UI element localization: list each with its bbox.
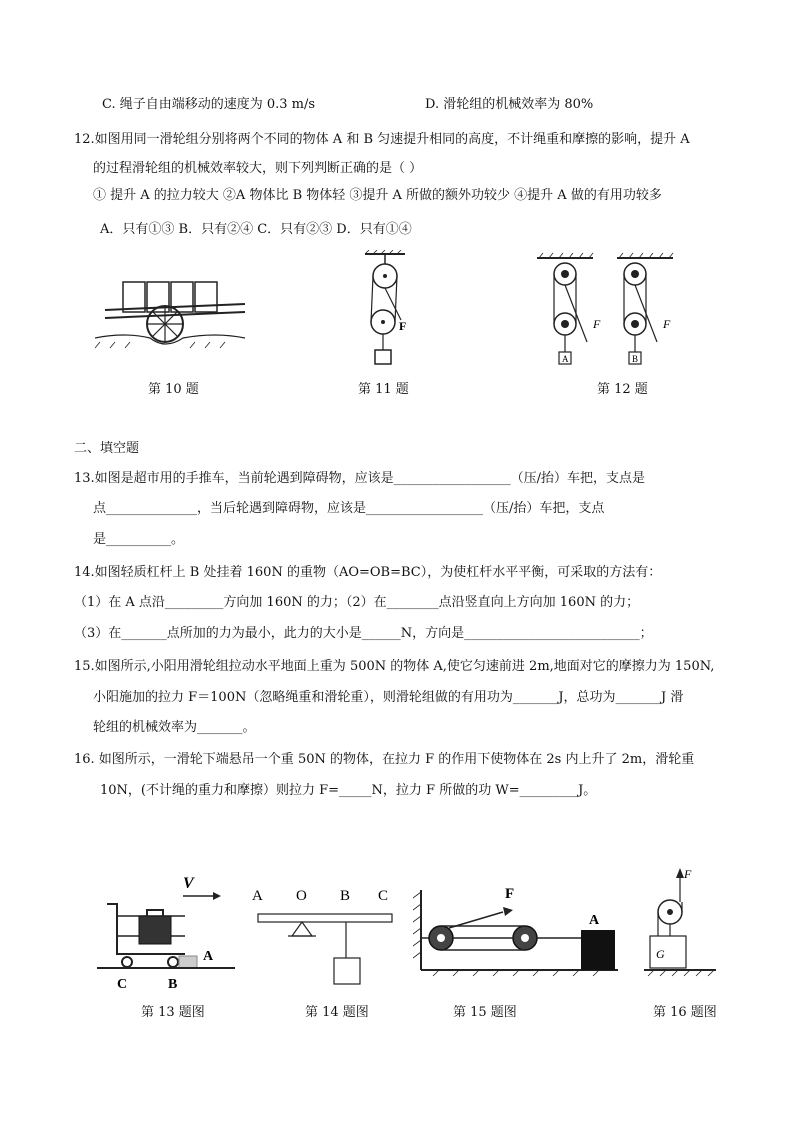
caption-q16: 第 16 题图	[653, 1005, 717, 1020]
figure-12-pulley-systems	[535, 252, 685, 372]
q12-line4: A．只有①③ B．只有②④ C．只有②③ D．只有①④	[100, 222, 412, 237]
figure-15-block-a: A	[589, 913, 600, 928]
figure-12-force-label-left: F	[593, 317, 601, 331]
q16-line1: 16. 如图所示，一滑轮下端悬吊一个重 50N 的物体，在拉力 F 的作用下使物体在 2s 内上升了 2m，滑轮重	[74, 752, 695, 767]
q11-option-d: D. 滑轮组的机械效率为 80%	[425, 97, 594, 112]
figure-12-box-b-label: B	[632, 354, 639, 364]
q15-line3: 轮组的机械效率为_______。	[93, 720, 256, 735]
figure-13-shopping-cart	[95, 866, 240, 996]
q14-line2: （1）在 A 点沿_________方向加 160N 的力；（2）在________点沿竖直向上方向加 160N 的力；	[74, 595, 640, 610]
figure-14-point-c: C	[378, 888, 389, 904]
figure-13-point-a: A	[203, 949, 214, 964]
figure-15-pulley-block	[413, 880, 623, 980]
figure-16-pulley	[640, 864, 720, 984]
figure-10-wheelbarrow	[95, 272, 255, 352]
figure-12-force-label-right: F	[663, 317, 671, 331]
caption-q10: 第 10 题	[148, 382, 199, 397]
figure-14-point-b: B	[340, 888, 351, 904]
figure-14-lever	[248, 880, 398, 995]
caption-q14: 第 14 题图	[305, 1005, 369, 1020]
figure-13-point-b: B	[168, 977, 178, 992]
q14-line3: （3）在_______点所加的力为最小，此力的大小是______N，方向是___________________________；	[74, 626, 653, 641]
figure-14-point-o: O	[296, 888, 307, 904]
figure-11-force-label: F	[399, 319, 407, 333]
q14-line1: 14.如图轻质杠杆上 B 处挂着 160N 的重物（AO=OB=BC），为使杠杆水平平衡，可采取的方法有：	[74, 565, 662, 580]
figure-12-box-a-label: A	[562, 354, 569, 364]
q12-line1: 12.如图用同一滑轮组分别将两个不同的物体 A 和 B 匀速提升相同的高度，不计绳重和摩擦的影响，提升 A	[74, 132, 690, 147]
figure-16-force-label: F	[684, 867, 692, 881]
q16-line2: 10N，(不计绳的重力和摩擦）则拉力 F=_____N，拉力 F 所做的功 W=_________J。	[100, 783, 597, 798]
q13-line1: 13.如图是超市用的手推车，当前轮遇到障碍物，应该是__________________（压/抬）车把，支点是	[74, 471, 646, 486]
q12-line3: ① 提升 A 的拉力较大 ②A 物体比 B 物体轻 ③提升 A 所做的额外功较少 ④提升 A 做的有用功较多	[93, 188, 662, 203]
figure-14-point-a: A	[252, 888, 263, 904]
figure-13-point-c: C	[117, 977, 128, 992]
q13-line3: 是__________。	[93, 532, 185, 547]
q11-option-c: C. 绳子自由端移动的速度为 0.3 m/s	[102, 97, 316, 112]
q12-line2: 的过程滑轮组的机械效率较大，则下列判断正确的是（ ）	[93, 161, 423, 176]
figure-15-force-label: F	[505, 886, 515, 902]
caption-q15: 第 15 题图	[453, 1005, 517, 1020]
q13-line2: 点______________，当后轮遇到障碍物，应该是__________________（压/抬）车把，支点	[93, 501, 605, 516]
figure-13-velocity-label: V	[183, 875, 194, 892]
q15-line2: 小阳施加的拉力 F＝100N（忽略绳重和滑轮重），则滑轮组做的有用功为_______J，总功为_______J 滑	[93, 690, 684, 705]
caption-q11: 第 11 题	[358, 382, 409, 397]
figure-11-pulley	[355, 250, 415, 370]
caption-q13: 第 13 题图	[141, 1005, 205, 1020]
q15-line1: 15.如图所示,小阳用滑轮组拉动水平地面上重为 500N 的物体 A,使它匀速前进 2m,地面对它的摩擦力为 150N,	[74, 659, 715, 674]
section-2-title: 二、填空题	[74, 441, 140, 456]
caption-q12: 第 12 题	[597, 382, 648, 397]
figure-16-weight-label: G	[656, 947, 665, 961]
